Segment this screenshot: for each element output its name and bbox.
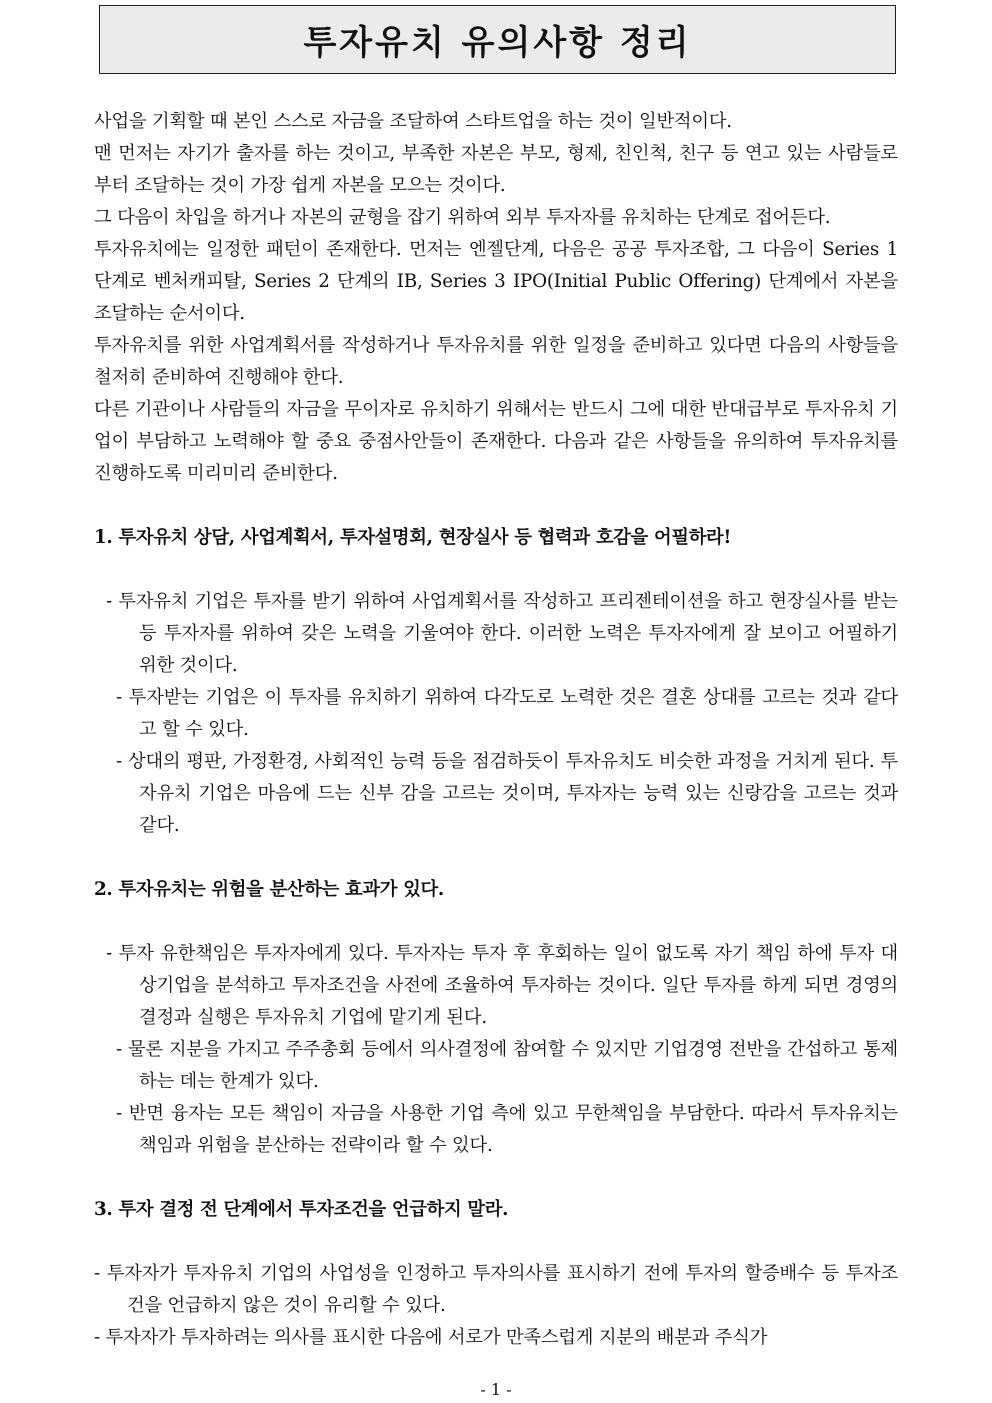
section-heading: 1. 투자유치 상담, 사업계획서, 투자설명회, 현장실사 등 협력과 호감을 어필하라! [94, 527, 732, 548]
intro-paragraph: 맨 먼저는 자기가 출자를 하는 것이고, 부족한 자본은 부모, 형제, 친인척, 친구 등 연고 있는 사람들로부터 조달하는 것이 가장 쉽게 자본을 모으는 것이다. [94, 143, 898, 196]
intro-paragraph: 다른 기관이나 사람들의 자금을 무이자로 유치하기 위해서는 반드시 그에 대한 반대급부로 투자유치 기업이 부담하고 노력해야 할 중요 중점사안들이 존재한다. 다음과 같은 사항들을 유의하여 투자유치를 진행하도록 미리미리 준비한다. [94, 399, 898, 484]
intro-paragraph: 투자유치에는 일정한 패턴이 존재한다. 먼저는 엔젤단계, 다음은 공공 투자조합, 그 다음이 Series 1 단계로 벤처캐피탈, Series 2 단계의 IB, Series 3 IPO(Initial Public Offering) 단계에서 자본을 조달하는 순서이다. [94, 239, 898, 324]
section-heading: 3. 투자 결정 전 단계에서 투자조건을 언급하지 말라. [94, 1199, 509, 1220]
title-box [99, 5, 896, 74]
bullet-item: - 투자받는 기업은 이 투자를 유치하기 위하여 다각도로 노력한 것은 결혼 상대를 고르는 것과 같다고 할 수 있다. [116, 687, 898, 740]
page-number: - 1 - [480, 1380, 512, 1399]
bullet-item: - 투자유치 기업은 투자를 받기 위하여 사업계획서를 작성하고 프리젠테이션을 하고 현장실사를 받는 등 투자자를 위하여 갖은 노력을 기울여야 한다. 이러한 노력은 투자자에게 잘 보이고 어필하기 위한 것이다. [106, 591, 898, 676]
bullet-item: - 투자자가 투자하려는 의사를 표시한 다음에 서로가 만족스럽게 지분의 배분과 주식가 [94, 1327, 768, 1348]
intro-paragraph: 사업을 기획할 때 본인 스스로 자금을 조달하여 스타트업을 하는 것이 일반적이다. [94, 111, 732, 132]
intro-paragraph: 그 다음이 차입을 하거나 자본의 균형을 잡기 위하여 외부 투자자를 유치하는 단계로 접어든다. [94, 207, 831, 228]
bullet-item: - 상대의 평판, 가정환경, 사회적인 능력 등을 점검하듯이 투자유치도 비슷한 과정을 거치게 된다. 투자유치 기업은 마음에 드는 신부 감을 고르는 것이며, 투자자는 능력 있는 신랑감을 고르는 것과 같다. [116, 751, 898, 836]
bullet-item: - 투자자가 투자유치 기업의 사업성을 인정하고 투자의사를 표시하기 전에 투자의 할증배수 등 투자조건을 언급하지 않은 것이 유리할 수 있다. [94, 1263, 898, 1316]
document-body [94, 106, 898, 1354]
bullet-item: - 투자 유한책임은 투자자에게 있다. 투자자는 투자 후 후회하는 일이 없도록 자기 책임 하에 투자 대상기업을 분석하고 투자조건을 사전에 조율하여 투자하는 것이다. 일단 투자를 하게 되면 경영의 결정과 실행은 투자유치 기업에 맡기게 된다. [106, 943, 898, 1028]
intro-paragraph: 투자유치를 위한 사업계획서를 작성하거나 투자유치를 위한 일정을 준비하고 있다면 다음의 사항들을 철저히 준비하여 진행해야 한다. [94, 335, 898, 388]
section-heading: 2. 투자유치는 위험을 분산하는 효과가 있다. [94, 879, 444, 900]
bullet-item: - 물론 지분을 가지고 주주총회 등에서 의사결정에 참여할 수 있지만 기업경영 전반을 간섭하고 통제하는 데는 한계가 있다. [116, 1039, 898, 1092]
document-title: 투자유치 유의사항 정리 [303, 23, 692, 63]
bullet-item: - 반면 융자는 모든 책임이 자금을 사용한 기업 측에 있고 무한책임을 부담한다. 따라서 투자유치는 책임과 위험을 분산하는 전략이라 할 수 있다. [116, 1103, 898, 1156]
